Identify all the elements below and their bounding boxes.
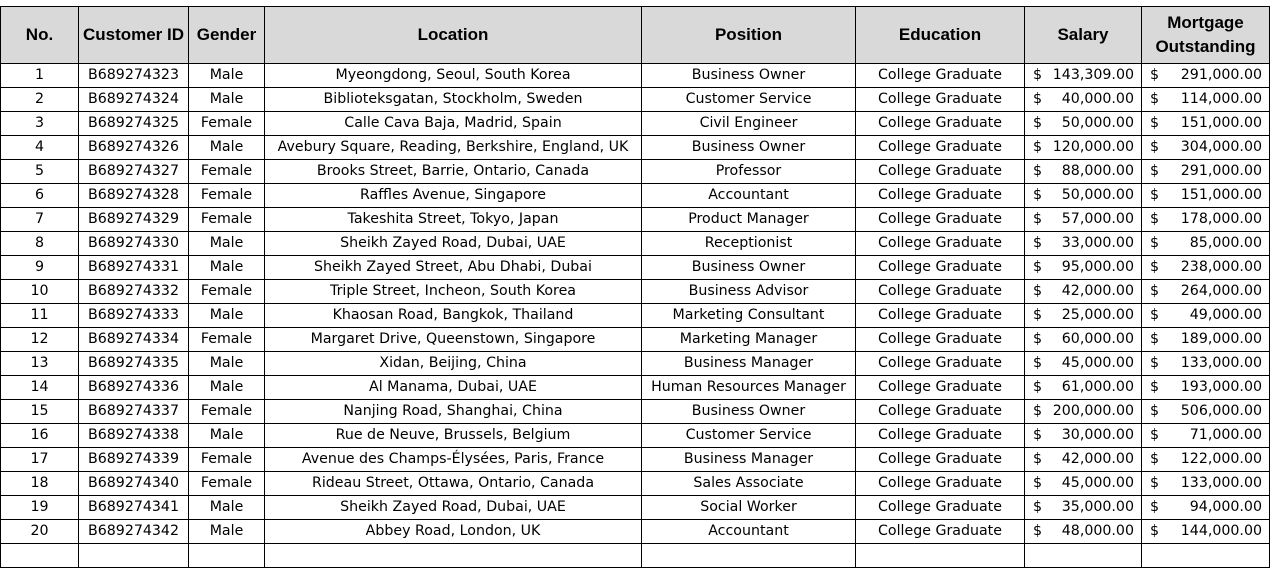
empty-cell[interactable] — [189, 544, 265, 568]
cell-education[interactable]: College Graduate — [856, 160, 1025, 184]
salary-amount: 30,000.00 — [1061, 427, 1134, 443]
cell-mortgage[interactable] — [1142, 112, 1270, 136]
mortgage-amount: 291,000.00 — [1180, 67, 1262, 83]
currency-symbol: $ — [1033, 523, 1043, 539]
cell-salary[interactable] — [1025, 208, 1142, 232]
cell-position[interactable]: Receptionist — [642, 232, 856, 256]
cell-education[interactable]: College Graduate — [856, 448, 1025, 472]
cell-location[interactable]: Triple Street, Incheon, South Korea — [265, 280, 642, 304]
cell-mortgage[interactable] — [1142, 352, 1270, 376]
header-education[interactable]: Education — [856, 7, 1025, 64]
header-location[interactable]: Location — [265, 7, 642, 64]
cell-mortgage[interactable] — [1142, 280, 1270, 304]
currency-symbol: $ — [1150, 235, 1160, 251]
cell-salary[interactable] — [1025, 328, 1142, 352]
cell-customer-id[interactable]: B689274333 — [79, 304, 189, 328]
currency-symbol: $ — [1150, 211, 1160, 227]
salary-amount: 42,000.00 — [1061, 451, 1134, 467]
cell-gender[interactable]: Male — [189, 64, 265, 88]
cell-mortgage[interactable] — [1142, 472, 1270, 496]
table-row — [1, 304, 1270, 328]
currency-symbol: $ — [1150, 307, 1160, 323]
empty-cell[interactable] — [79, 544, 189, 568]
salary-amount: 42,000.00 — [1061, 283, 1134, 299]
table-row — [1, 256, 1270, 280]
salary-amount: 33,000.00 — [1061, 235, 1134, 251]
table-row — [1, 208, 1270, 232]
cell-salary[interactable] — [1025, 184, 1142, 208]
cell-gender[interactable]: Female — [189, 328, 265, 352]
cell-mortgage[interactable] — [1142, 160, 1270, 184]
cell-no[interactable]: 7 — [1, 208, 79, 232]
table-body — [1, 64, 1270, 568]
cell-mortgage[interactable] — [1142, 424, 1270, 448]
cell-no[interactable]: 6 — [1, 184, 79, 208]
salary-amount: 88,000.00 — [1061, 163, 1134, 179]
currency-symbol: $ — [1150, 67, 1160, 83]
cell-customer-id[interactable]: B689274337 — [79, 400, 189, 424]
mortgage-amount: 506,000.00 — [1180, 403, 1262, 419]
header-customer-id[interactable]: Customer ID — [79, 7, 189, 64]
cell-mortgage[interactable] — [1142, 496, 1270, 520]
cell-customer-id[interactable]: B689274338 — [79, 424, 189, 448]
cell-mortgage[interactable] — [1142, 232, 1270, 256]
cell-salary[interactable] — [1025, 160, 1142, 184]
mortgage-amount: 133,000.00 — [1180, 475, 1262, 491]
salary-amount: 35,000.00 — [1061, 499, 1134, 515]
cell-gender[interactable]: Male — [189, 256, 265, 280]
cell-position[interactable]: Business Manager — [642, 448, 856, 472]
mortgage-amount: 133,000.00 — [1180, 355, 1262, 371]
cell-no[interactable]: 2 — [1, 88, 79, 112]
currency-symbol: $ — [1150, 163, 1160, 179]
currency-symbol: $ — [1150, 475, 1160, 491]
cell-customer-id[interactable]: B689274336 — [79, 376, 189, 400]
mortgage-amount: 151,000.00 — [1180, 187, 1262, 203]
cell-location[interactable]: Nanjing Road, Shanghai, China — [265, 400, 642, 424]
cell-location[interactable]: Khaosan Road, Bangkok, Thailand — [265, 304, 642, 328]
cell-gender[interactable]: Male — [189, 520, 265, 544]
cell-gender[interactable]: Female — [189, 448, 265, 472]
cell-mortgage[interactable] — [1142, 88, 1270, 112]
cell-position[interactable]: Business Owner — [642, 64, 856, 88]
cell-salary[interactable] — [1025, 424, 1142, 448]
cell-customer-id[interactable]: B689274335 — [79, 352, 189, 376]
table-row — [1, 352, 1270, 376]
cell-gender[interactable]: Male — [189, 376, 265, 400]
cell-gender[interactable]: Male — [189, 304, 265, 328]
cell-mortgage[interactable] — [1142, 136, 1270, 160]
empty-cell[interactable] — [642, 544, 856, 568]
currency-symbol: $ — [1150, 115, 1160, 131]
salary-amount: 50,000.00 — [1061, 187, 1134, 203]
currency-symbol: $ — [1033, 211, 1043, 227]
header-mortgage-line2: Outstanding — [1155, 37, 1256, 56]
cell-location[interactable]: Rue de Neuve, Brussels, Belgium — [265, 424, 642, 448]
table-row — [1, 448, 1270, 472]
cell-no[interactable]: 18 — [1, 472, 79, 496]
currency-symbol: $ — [1150, 451, 1160, 467]
empty-cell[interactable] — [1025, 544, 1142, 568]
cell-salary[interactable] — [1025, 232, 1142, 256]
cell-salary[interactable] — [1025, 88, 1142, 112]
currency-symbol: $ — [1033, 187, 1043, 203]
cell-salary[interactable] — [1025, 400, 1142, 424]
empty-row — [1, 544, 1270, 568]
cell-gender[interactable]: Female — [189, 184, 265, 208]
cell-no[interactable]: 9 — [1, 256, 79, 280]
cell-mortgage[interactable] — [1142, 400, 1270, 424]
cell-mortgage[interactable] — [1142, 208, 1270, 232]
cell-education[interactable]: College Graduate — [856, 208, 1025, 232]
currency-symbol: $ — [1033, 91, 1043, 107]
cell-salary[interactable] — [1025, 64, 1142, 88]
cell-no[interactable]: 4 — [1, 136, 79, 160]
cell-no[interactable]: 17 — [1, 448, 79, 472]
table-row — [1, 232, 1270, 256]
cell-customer-id[interactable]: B689274339 — [79, 448, 189, 472]
cell-salary[interactable] — [1025, 448, 1142, 472]
cell-customer-id[interactable]: B689274342 — [79, 520, 189, 544]
cell-gender[interactable]: Female — [189, 160, 265, 184]
salary-amount: 50,000.00 — [1061, 115, 1134, 131]
cell-location[interactable]: Sheikh Zayed Road, Dubai, UAE — [265, 232, 642, 256]
currency-symbol: $ — [1150, 259, 1160, 275]
cell-education[interactable]: College Graduate — [856, 184, 1025, 208]
cell-position[interactable]: Business Manager — [642, 352, 856, 376]
cell-education[interactable]: College Graduate — [856, 472, 1025, 496]
cell-location[interactable]: Avenue des Champs-Élysées, Paris, France — [265, 448, 642, 472]
cell-customer-id[interactable]: B689274332 — [79, 280, 189, 304]
cell-salary[interactable] — [1025, 520, 1142, 544]
cell-no[interactable]: 16 — [1, 424, 79, 448]
cell-no[interactable]: 3 — [1, 112, 79, 136]
cell-gender[interactable]: Male — [189, 352, 265, 376]
cell-no[interactable]: 20 — [1, 520, 79, 544]
cell-education[interactable]: College Graduate — [856, 64, 1025, 88]
cell-no[interactable]: 14 — [1, 376, 79, 400]
cell-customer-id[interactable]: B689274331 — [79, 256, 189, 280]
currency-symbol: $ — [1033, 259, 1043, 275]
cell-customer-id[interactable]: B689274334 — [79, 328, 189, 352]
cell-gender[interactable]: Female — [189, 400, 265, 424]
cell-gender[interactable]: Male — [189, 136, 265, 160]
cell-education[interactable]: College Graduate — [856, 232, 1025, 256]
cell-position[interactable]: Social Worker — [642, 496, 856, 520]
cell-customer-id[interactable]: B689274330 — [79, 232, 189, 256]
cell-no[interactable]: 13 — [1, 352, 79, 376]
cell-customer-id[interactable]: B689274329 — [79, 208, 189, 232]
currency-symbol: $ — [1150, 427, 1160, 443]
currency-symbol: $ — [1033, 115, 1043, 131]
currency-symbol: $ — [1150, 187, 1160, 203]
cell-education[interactable]: College Graduate — [856, 376, 1025, 400]
cell-position[interactable]: Professor — [642, 160, 856, 184]
salary-amount: 45,000.00 — [1061, 355, 1134, 371]
cell-location[interactable]: Sheikh Zayed Street, Abu Dhabi, Dubai — [265, 256, 642, 280]
cell-location[interactable]: Abbey Road, London, UK — [265, 520, 642, 544]
table-row — [1, 328, 1270, 352]
currency-symbol: $ — [1033, 235, 1043, 251]
currency-symbol: $ — [1033, 163, 1043, 179]
cell-education[interactable]: College Graduate — [856, 352, 1025, 376]
cell-customer-id[interactable]: B689274325 — [79, 112, 189, 136]
table-row — [1, 184, 1270, 208]
currency-symbol: $ — [1033, 499, 1043, 515]
cell-location[interactable]: Xidan, Beijing, China — [265, 352, 642, 376]
cell-education[interactable]: College Graduate — [856, 136, 1025, 160]
mortgage-amount: 189,000.00 — [1180, 331, 1262, 347]
cell-gender[interactable]: Male — [189, 424, 265, 448]
spreadsheet — [0, 6, 1269, 568]
cell-position[interactable]: Product Manager — [642, 208, 856, 232]
salary-amount: 120,000.00 — [1052, 139, 1134, 155]
cell-education[interactable]: College Graduate — [856, 520, 1025, 544]
mortgage-amount: 114,000.00 — [1180, 91, 1262, 107]
table-row — [1, 496, 1270, 520]
currency-symbol: $ — [1150, 355, 1160, 371]
cell-location[interactable]: Brooks Street, Barrie, Ontario, Canada — [265, 160, 642, 184]
cell-position[interactable]: Customer Service — [642, 88, 856, 112]
cell-gender[interactable]: Female — [189, 472, 265, 496]
table-row — [1, 136, 1270, 160]
cell-education[interactable]: College Graduate — [856, 304, 1025, 328]
cell-position[interactable]: Marketing Consultant — [642, 304, 856, 328]
salary-amount: 143,309.00 — [1052, 67, 1134, 83]
cell-salary[interactable] — [1025, 256, 1142, 280]
cell-no[interactable]: 12 — [1, 328, 79, 352]
salary-amount: 25,000.00 — [1061, 307, 1134, 323]
cell-salary[interactable] — [1025, 352, 1142, 376]
cell-customer-id[interactable]: B689274326 — [79, 136, 189, 160]
cell-mortgage[interactable] — [1142, 448, 1270, 472]
currency-symbol: $ — [1033, 403, 1043, 419]
cell-position[interactable]: Human Resources Manager — [642, 376, 856, 400]
mortgage-amount: 291,000.00 — [1180, 163, 1262, 179]
empty-cell[interactable] — [1142, 544, 1270, 568]
cell-position[interactable]: Business Owner — [642, 400, 856, 424]
cell-education[interactable]: College Graduate — [856, 256, 1025, 280]
currency-symbol: $ — [1150, 283, 1160, 299]
cell-customer-id[interactable]: B689274340 — [79, 472, 189, 496]
cell-salary[interactable] — [1025, 304, 1142, 328]
header-row — [1, 7, 1270, 64]
salary-amount: 61,000.00 — [1061, 379, 1134, 395]
currency-symbol: $ — [1150, 139, 1160, 155]
mortgage-amount: 178,000.00 — [1180, 211, 1262, 227]
cell-salary[interactable] — [1025, 136, 1142, 160]
cell-location[interactable]: Rideau Street, Ottawa, Ontario, Canada — [265, 472, 642, 496]
cell-customer-id[interactable]: B689274341 — [79, 496, 189, 520]
cell-position[interactable]: Business Owner — [642, 256, 856, 280]
cell-location[interactable]: Raffles Avenue, Singapore — [265, 184, 642, 208]
cell-no[interactable]: 8 — [1, 232, 79, 256]
cell-location[interactable]: Calle Cava Baja, Madrid, Spain — [265, 112, 642, 136]
currency-symbol: $ — [1033, 451, 1043, 467]
cell-position[interactable]: Accountant — [642, 184, 856, 208]
currency-symbol: $ — [1033, 379, 1043, 395]
table-row — [1, 280, 1270, 304]
salary-amount: 48,000.00 — [1061, 523, 1134, 539]
empty-cell[interactable] — [265, 544, 642, 568]
cell-mortgage[interactable] — [1142, 64, 1270, 88]
cell-education[interactable]: College Graduate — [856, 424, 1025, 448]
cell-customer-id[interactable]: B689274324 — [79, 88, 189, 112]
cell-gender[interactable]: Female — [189, 280, 265, 304]
currency-symbol: $ — [1150, 379, 1160, 395]
currency-symbol: $ — [1150, 91, 1160, 107]
cell-position[interactable]: Accountant — [642, 520, 856, 544]
cell-mortgage[interactable] — [1142, 328, 1270, 352]
currency-symbol: $ — [1150, 499, 1160, 515]
table-row — [1, 64, 1270, 88]
header-salary[interactable]: Salary — [1025, 7, 1142, 64]
cell-position[interactable]: Marketing Manager — [642, 328, 856, 352]
table-row — [1, 520, 1270, 544]
salary-amount: 40,000.00 — [1061, 91, 1134, 107]
cell-education[interactable]: College Graduate — [856, 328, 1025, 352]
cell-customer-id[interactable]: B689274328 — [79, 184, 189, 208]
mortgage-amount: 71,000.00 — [1189, 427, 1262, 443]
header-no[interactable]: No. — [1, 7, 79, 64]
mortgage-amount: 238,000.00 — [1180, 259, 1262, 275]
salary-amount: 45,000.00 — [1061, 475, 1134, 491]
cell-mortgage[interactable] — [1142, 304, 1270, 328]
cell-salary[interactable] — [1025, 112, 1142, 136]
cell-gender[interactable]: Male — [189, 232, 265, 256]
currency-symbol: $ — [1033, 67, 1043, 83]
mortgage-amount: 94,000.00 — [1189, 499, 1262, 515]
header-mortgage-line1: Mortgage — [1167, 13, 1244, 32]
cell-education[interactable]: College Graduate — [856, 88, 1025, 112]
currency-symbol: $ — [1033, 427, 1043, 443]
cell-education[interactable]: College Graduate — [856, 112, 1025, 136]
mortgage-amount: 144,000.00 — [1180, 523, 1262, 539]
currency-symbol: $ — [1150, 523, 1160, 539]
table-row — [1, 424, 1270, 448]
header-mortgage-outstanding[interactable] — [1142, 7, 1270, 64]
salary-amount: 95,000.00 — [1061, 259, 1134, 275]
cell-no[interactable]: 19 — [1, 496, 79, 520]
cell-no[interactable]: 5 — [1, 160, 79, 184]
cell-mortgage[interactable] — [1142, 520, 1270, 544]
table-row — [1, 88, 1270, 112]
cell-location[interactable]: Avebury Square, Reading, Berkshire, England, UK — [265, 136, 642, 160]
currency-symbol: $ — [1033, 283, 1043, 299]
mortgage-amount: 49,000.00 — [1189, 307, 1262, 323]
customer-table — [0, 6, 1270, 568]
cell-education[interactable]: College Graduate — [856, 280, 1025, 304]
table-row — [1, 472, 1270, 496]
mortgage-amount: 304,000.00 — [1180, 139, 1262, 155]
currency-symbol: $ — [1150, 331, 1160, 347]
header-gender[interactable]: Gender — [189, 7, 265, 64]
cell-salary[interactable] — [1025, 496, 1142, 520]
cell-location[interactable]: Takeshita Street, Tokyo, Japan — [265, 208, 642, 232]
cell-salary[interactable] — [1025, 280, 1142, 304]
cell-salary[interactable] — [1025, 376, 1142, 400]
cell-no[interactable]: 10 — [1, 280, 79, 304]
currency-symbol: $ — [1033, 331, 1043, 347]
salary-amount: 57,000.00 — [1061, 211, 1134, 227]
cell-mortgage[interactable] — [1142, 256, 1270, 280]
cell-location[interactable]: Biblioteksgatan, Stockholm, Sweden — [265, 88, 642, 112]
empty-cell[interactable] — [856, 544, 1025, 568]
cell-position[interactable]: Civil Engineer — [642, 112, 856, 136]
salary-amount: 200,000.00 — [1052, 403, 1134, 419]
cell-position[interactable]: Sales Associate — [642, 472, 856, 496]
cell-gender[interactable]: Female — [189, 208, 265, 232]
cell-gender[interactable]: Female — [189, 112, 265, 136]
cell-mortgage[interactable] — [1142, 184, 1270, 208]
cell-customer-id[interactable]: B689274323 — [79, 64, 189, 88]
table-row — [1, 160, 1270, 184]
mortgage-amount: 122,000.00 — [1180, 451, 1262, 467]
cell-education[interactable]: College Graduate — [856, 496, 1025, 520]
cell-mortgage[interactable] — [1142, 376, 1270, 400]
cell-gender[interactable]: Male — [189, 88, 265, 112]
header-position[interactable]: Position — [642, 7, 856, 64]
cell-salary[interactable] — [1025, 472, 1142, 496]
mortgage-amount: 264,000.00 — [1180, 283, 1262, 299]
currency-symbol: $ — [1033, 475, 1043, 491]
currency-symbol: $ — [1033, 355, 1043, 371]
cell-position[interactable]: Business Advisor — [642, 280, 856, 304]
cell-no[interactable]: 11 — [1, 304, 79, 328]
mortgage-amount: 193,000.00 — [1180, 379, 1262, 395]
currency-symbol: $ — [1150, 403, 1160, 419]
currency-symbol: $ — [1033, 139, 1043, 155]
cell-customer-id[interactable]: B689274327 — [79, 160, 189, 184]
cell-location[interactable]: Margaret Drive, Queenstown, Singapore — [265, 328, 642, 352]
cell-education[interactable]: College Graduate — [856, 400, 1025, 424]
cell-position[interactable]: Customer Service — [642, 424, 856, 448]
salary-amount: 60,000.00 — [1061, 331, 1134, 347]
mortgage-amount: 151,000.00 — [1180, 115, 1262, 131]
empty-cell[interactable] — [1, 544, 79, 568]
currency-symbol: $ — [1033, 307, 1043, 323]
table-row — [1, 376, 1270, 400]
cell-location[interactable]: Myeongdong, Seoul, South Korea — [265, 64, 642, 88]
table-row — [1, 400, 1270, 424]
cell-position[interactable]: Business Owner — [642, 136, 856, 160]
cell-location[interactable]: Al Manama, Dubai, UAE — [265, 376, 642, 400]
cell-location[interactable]: Sheikh Zayed Road, Dubai, UAE — [265, 496, 642, 520]
cell-no[interactable]: 1 — [1, 64, 79, 88]
table-row — [1, 112, 1270, 136]
cell-no[interactable]: 15 — [1, 400, 79, 424]
mortgage-amount: 85,000.00 — [1189, 235, 1262, 251]
cell-gender[interactable]: Male — [189, 496, 265, 520]
